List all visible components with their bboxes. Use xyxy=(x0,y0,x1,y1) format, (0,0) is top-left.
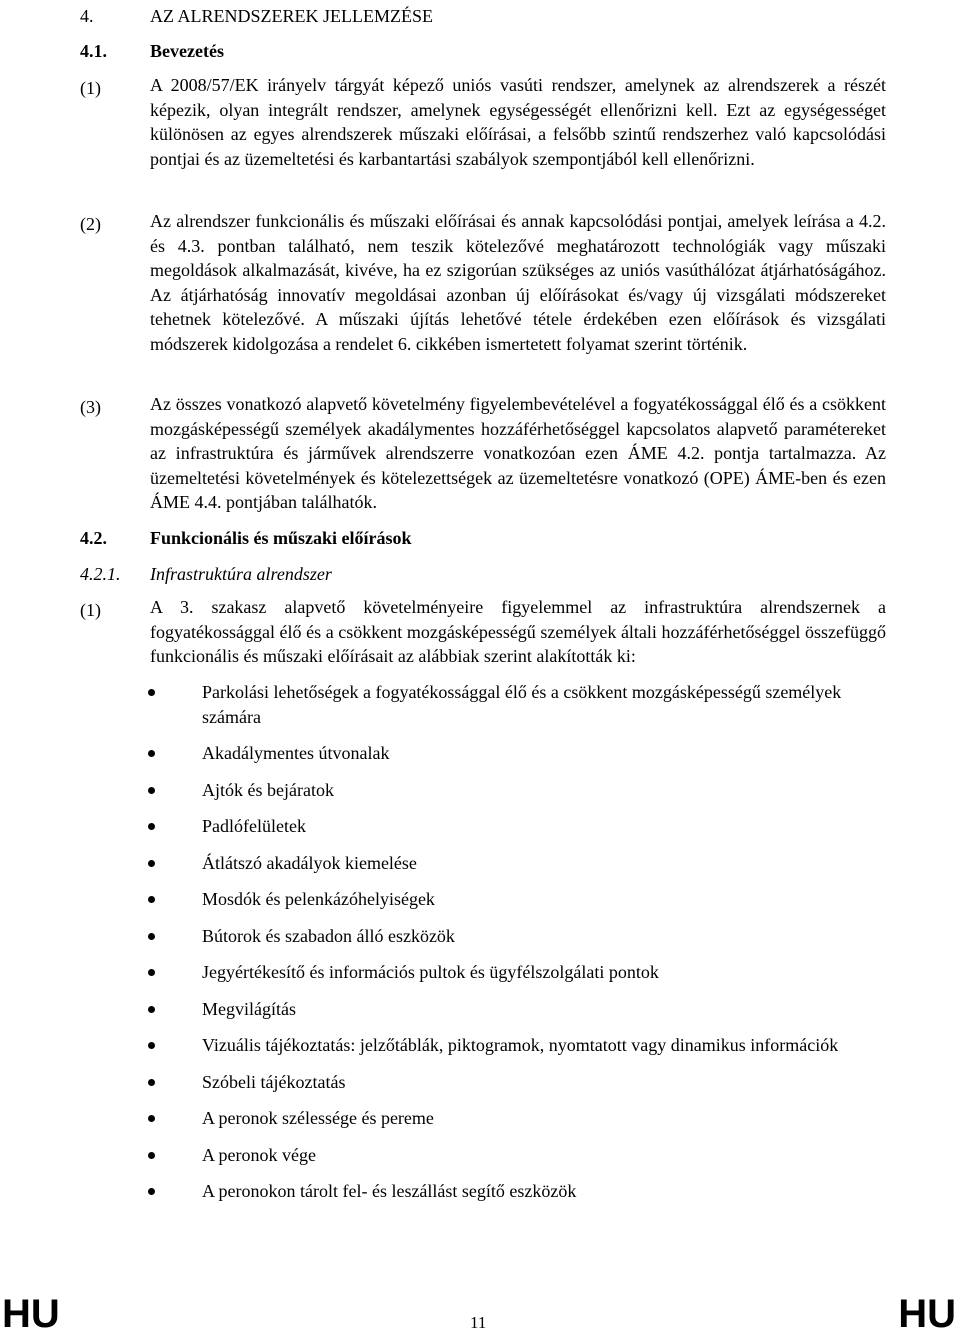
list-item xyxy=(148,741,888,766)
list-item-text: Akadálymentes útvonalak xyxy=(202,743,390,763)
paragraph-text: Az összes vonatkozó alapvető követelmény figyelembevételével a fogyatékossággal élő és a csökkent mozgásképességű személyek akadálymentes hozzáférhetőséggel kapcsolatos alapvető paramétereket az infrastruktúra és járművek alrendszerre vonatkozóan ezen ÁME 4.2. pontja tartalmazza. Az üzemeltetési követelmények és kötelezettségek az üzemeltetésre vonatkozó (OPE) ÁME-ben és ezen ÁME 4.4. pontjában találhatók. xyxy=(150,394,886,512)
list-item-text: Megvilágítás xyxy=(202,998,296,1019)
bullet-icon xyxy=(148,787,155,794)
bullet-icon xyxy=(148,1152,155,1159)
footer-language-left: HU xyxy=(2,1292,60,1336)
list-item xyxy=(148,924,888,949)
list-item xyxy=(148,887,888,912)
subsection-title: Bevezetés xyxy=(150,41,224,61)
list-item xyxy=(148,1106,888,1131)
list-item xyxy=(148,997,888,1022)
subsubsection-number: 4.2.1. xyxy=(80,564,121,584)
subsection-number: 4.2. xyxy=(80,528,107,548)
list-item-text: Átlátszó akadályok kiemelése xyxy=(202,852,417,873)
list-item-text: A peronokon tárolt fel- és leszállást segítő eszközök xyxy=(202,1181,577,1201)
section-number: 4. xyxy=(80,6,94,26)
list-item xyxy=(148,680,888,729)
paragraph-label: (3) xyxy=(80,397,101,417)
subsection-title: Funkcionális és műszaki előírások xyxy=(150,528,412,548)
bullet-icon xyxy=(148,1115,155,1122)
list-item xyxy=(148,960,888,985)
list-item xyxy=(148,778,888,803)
list-item-text: Jegyértékesítő és információs pultok és ügyfélszolgálati pontok xyxy=(202,962,659,982)
page-number: 11 xyxy=(470,1313,487,1332)
list-item xyxy=(148,1033,888,1058)
bullet-list xyxy=(148,680,888,1204)
bullet-icon xyxy=(148,750,155,757)
list-item xyxy=(148,1179,888,1204)
list-item-text: A peronok szélessége és pereme xyxy=(202,1108,434,1128)
list-item xyxy=(148,1143,888,1168)
bullet-icon xyxy=(148,1188,155,1195)
section-title: AZ ALRENDSZEREK JELLEMZÉSE xyxy=(150,6,433,26)
subsection-number: 4.1. xyxy=(80,41,107,61)
bullet-icon xyxy=(148,860,155,867)
bullet-icon xyxy=(148,896,155,903)
list-item-text: Mosdók és pelenkázóhelyiségek xyxy=(202,889,435,909)
bullet-icon xyxy=(148,1006,155,1013)
list-item xyxy=(148,814,888,839)
list-item-text: Ajtók és bejáratok xyxy=(202,779,334,800)
bullet-icon xyxy=(148,933,155,940)
bullet-icon xyxy=(148,1042,155,1049)
bullet-icon xyxy=(148,1079,155,1086)
bullet-icon xyxy=(148,689,155,696)
paragraph-label: (2) xyxy=(80,214,101,234)
paragraph-text: Az alrendszer funkcionális és műszaki előírásai és annak kapcsolódási pontjai, amelyek leírása a 4.2. és 4.3. pontban található, nem teszik kötelezővé meghatározott technológiák vagy műszaki megoldások alkalmazását, kivéve, ha ez szigorúan szükséges az uniós vasúthálózat átjárhatóságához. Az átjárhatóság innovatív megoldásai azonban új előírásokat és/vagy új vizsgálati módszereket tehetnek kötelezővé. A műszaki újítás lehetővé tétele érdekében ezen előírások és vizsgálati módszerek kidolgozása a rendelet 6. cikkében ismertetett folyamat szerint történik. xyxy=(150,211,886,354)
paragraph-label: (1) xyxy=(80,78,101,98)
list-item-text: A peronok vége xyxy=(202,1144,316,1165)
bullet-icon xyxy=(148,823,155,830)
list-item-text: Szóbeli tájékoztatás xyxy=(202,1071,346,1092)
list-item xyxy=(148,1070,888,1095)
list-item-text: Parkolási lehetőségek a fogyatékossággal élő és a csökkent mozgásképességű személyek számára xyxy=(202,682,842,727)
list-item xyxy=(148,851,888,876)
subsubsection-title: Infrastruktúra alrendszer xyxy=(150,564,332,584)
paragraph-text: A 2008/57/EK irányelv tárgyát képező uniós vasúti rendszer, amelynek az alrendszerek a részét képezik, olyan integrált rendszer, amelynek egységességét ellenőrizni kell. Ezt az egységességet különösen az egyes alrendszerek műszaki előírásai, a felsőbb szintű rendszerhez való kapcsolódási pontjai és az üzemeltetési és karbantartási szabályok szempontjából kell ellenőrizni. xyxy=(150,75,886,169)
footer-language-right: HU xyxy=(898,1292,956,1336)
list-item-text: Vizuális tájékoztatás: jelzőtáblák, piktogramok, nyomtatott vagy dinamikus információk xyxy=(202,1035,839,1055)
list-item-text: Padlófelületek xyxy=(202,816,306,836)
list-item-text: Bútorok és szabadon álló eszközök xyxy=(202,925,455,946)
paragraph-label: (1) xyxy=(80,600,101,620)
bullet-icon xyxy=(148,969,155,976)
paragraph-text: A 3. szakasz alapvető követelményeire figyelemmel az infrastruktúra alrendszernek a fogyatékossággal élő és a csökkent mozgásképességű személyek általi hozzáférhetőséggel összefüggő funkcionális és műszaki előírásait az alábbiak szerint alakították ki: xyxy=(150,597,886,666)
